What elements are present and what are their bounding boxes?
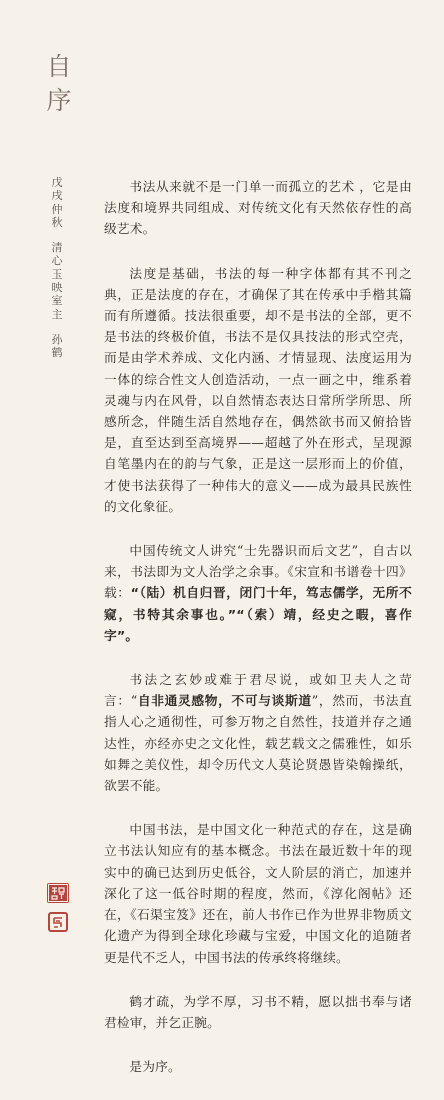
paragraph-7: 是为序。: [129, 1059, 181, 1075]
paragraph-4-quote: 自非通灵感物，不可与谈斯道: [137, 693, 312, 709]
outline-seal-icon: [48, 912, 68, 932]
studio-char: 映: [51, 281, 63, 295]
author-char: 鹤: [51, 346, 63, 360]
author-char: 孙: [51, 332, 63, 346]
title-char: 序: [46, 86, 72, 115]
studio-char: 心: [51, 254, 63, 268]
signature-column: [51, 176, 63, 360]
studio-char: 室: [51, 294, 63, 308]
date-char: 戌: [51, 189, 63, 203]
studio-char: 清: [51, 241, 63, 255]
red-seal-icon: [47, 883, 69, 903]
date-char: 戊: [51, 176, 63, 189]
paragraph-2: 法度是基础，书法的每一种字体都有其不刊之典，正是法度的存在，才确保了其在传承中手楷其篇而有所遵循。技法很重要，却不是书法的全部，更不是书法的终极价值，书法不是仅具技法的形式空壳，而是由学术养成、文化内涵、才情显现、法度运用为一体的综合性文人创造活动，一点一画之中，维系着灵魂与内在风骨，以自然情态表达日常所学所思、所感所念，伴随生活自然地存在，偶然欲书而又俯拾皆是，直至达到至高境界——超越了外在形式，呈现源自笔墨内在的韵与气象，正是这一层形而上的价值，才使书法获得了一种伟大的意义——成为最具民族性的文化象征。: [104, 265, 412, 514]
paragraph-6: 鹤才疏，为学不厚，习书不精，愿以拙书奉与诸君检审，并乞正腕。: [104, 993, 412, 1030]
page-title: [44, 50, 74, 118]
paragraph-3: [104, 540, 412, 646]
date-char: 仲: [51, 202, 63, 216]
studio-char: 主: [51, 307, 63, 321]
paragraph-4-text: 书法之玄妙或难于君尽说，或如卫夫人之苛言：“: [104, 672, 412, 709]
paragraph-3-quote: “（陆）机自归晋，闭门十年，笃志儒学，无所不窥，书特其余事也。”“（索）靖，经史之暇，喜作字”。: [104, 585, 412, 643]
paragraph-4: [104, 669, 412, 796]
paragraph-3-text: 中国传统文人讲究“士先器识而后文艺”，自古以来，书法即为文人治学之余事。《宋宣和书谱卷十四》载：: [104, 543, 412, 601]
paragraph-4-rest: ”，然而，书法直指人心之通彻性，可参万物之自然性，技道并存之通达性，亦经亦史之文化性，载艺载文之儒雅性，如乐如舞之美仪性，却令历代文人莫论贤愚皆染翰操纸，欲罢不能。: [104, 693, 412, 794]
studio-char: 玉: [51, 267, 63, 281]
paragraph-1: 书法从来就不是一门单一而孤立的艺术 ，它是由法度和境界共同组成、对传统文化有天然依存性的高级艺术。: [104, 179, 412, 237]
preface-body: [104, 176, 412, 1100]
paragraph-5: 中国书法，是中国文化一种范式的存在，这是确立书法认知应有的基本概念。书法在最近数十年的现实中的确已达到历史低谷，文人阶层的消亡，加速并深化了这一低谷时期的程度，然而，《淳化阁帖》还在，《石渠宝笈》还在，前人书作已作为世界非物质文化遗产为得到全球化珍藏与宝爱，中国文化的追随者更是代不乏人，中国书法的传承终将继续。: [104, 822, 412, 965]
date-char: 秋: [51, 215, 63, 229]
title-char: 自: [46, 52, 72, 81]
